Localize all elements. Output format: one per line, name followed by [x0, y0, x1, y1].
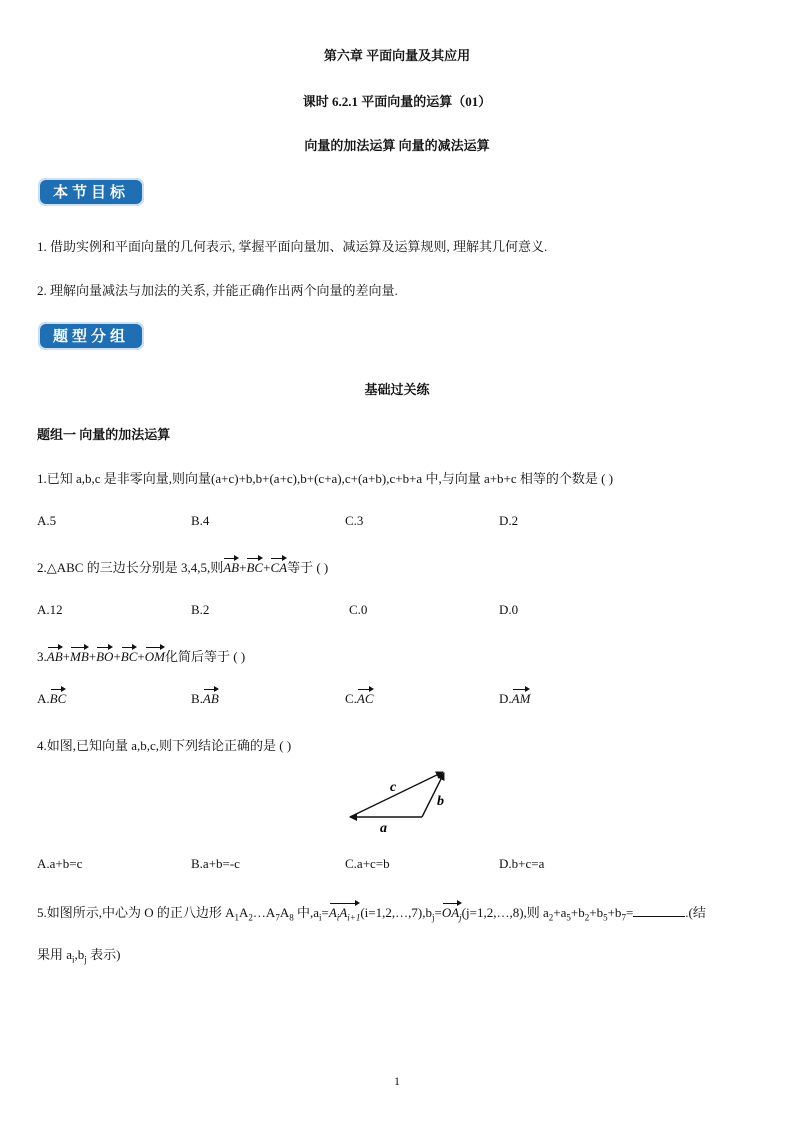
q4-option-b: B.a+b=-c [191, 856, 240, 871]
lesson-subtitle: 向量的加法运算 向量的减法运算 [304, 138, 490, 153]
practice-title: 基础过关练 [364, 382, 430, 397]
vector-am: AM [511, 691, 531, 706]
answer-blank[interactable] [633, 904, 685, 917]
q2-option-c: C.0 [349, 602, 368, 617]
q1-option-c: C.3 [345, 513, 364, 528]
vector-ab: AB [46, 649, 63, 664]
plus-sign: + [62, 649, 70, 664]
vector-bo: BO [96, 649, 114, 664]
vector-ai-ai1: $A_iA_{i+1}$ [328, 905, 361, 923]
lesson-title: 课时 6.2.1 平面向量的运算（01） [302, 94, 492, 109]
q3-option-b: B.AB [191, 691, 219, 706]
q4-option-a: A.a+b=c [37, 856, 83, 871]
label-a: a [380, 821, 387, 836]
goal-item-2: 2. 理解向量减法与加法的关系, 并能正确作出两个向量的差向量. [37, 283, 398, 298]
group1-title: 题组一 向量的加法运算 [37, 427, 171, 442]
vector-mb: MB [69, 649, 89, 664]
q2-suffix: 等于 ( ) [287, 560, 329, 575]
vector-bc: BC [120, 649, 138, 664]
question-2-stem [37, 557, 328, 576]
q1-option-a: A.5 [37, 513, 57, 528]
vector-bc: BC [49, 691, 67, 706]
plus-sign: + [88, 649, 97, 664]
vector-c-arrow [350, 772, 443, 817]
goals-badge: 本节目标 [38, 178, 144, 206]
vector-ab: AB [223, 560, 240, 575]
page-number: 1 [394, 1074, 400, 1088]
vector-triangle-figure [340, 765, 460, 837]
chapter-title: 第六章 平面向量及其应用 [323, 48, 471, 63]
q2-prefix: 2.△ABC 的三边长分别是 3,4,5,则 [37, 560, 224, 575]
q1-option-b: B.4 [191, 513, 210, 528]
question-4-stem: 4.如图,已知向量 a,b,c,则下列结论正确的是 ( ) [37, 738, 292, 753]
q2-option-a: A.12 [37, 602, 63, 617]
plus-sign: + [239, 560, 247, 575]
plus-sign: + [113, 649, 121, 664]
q3-option-c: C.AC [345, 691, 374, 706]
q3-suffix: 化简后等于 ( ) [164, 649, 246, 664]
q4-option-c: C.a+c=b [345, 856, 390, 871]
q4-option-d: D.b+c=a [499, 856, 545, 871]
question-1-stem: 1.已知 a,b,c 是非零向量,则向量(a+c)+b,b+(a+c),b+(c+a),c+(a+b),c+b+a 中,与向量 a+b+c 相等的个数是 ( ) [37, 471, 614, 486]
goal-item-1: 1. 借助实例和平面向量的几何表示, 掌握平面向量加、减运算及运算规则, 理解其几何意义. [37, 239, 548, 254]
vector-bc: BC [246, 560, 264, 575]
q1-option-d: D.2 [499, 513, 519, 528]
q3-prefix: 3. [37, 649, 47, 664]
plus-sign: + [263, 560, 271, 575]
question-5-line2: 果用 $a_i,b_j$ 表示) [37, 947, 121, 965]
vector-ca: CA [270, 560, 288, 575]
q2-option-d: D.0 [499, 602, 519, 617]
q3-option-d: D.AM [499, 691, 531, 706]
q2-option-b: B.2 [191, 602, 210, 617]
label-b: b [437, 794, 444, 809]
plus-sign: + [137, 649, 145, 664]
groups-badge: 题型分组 [38, 322, 144, 350]
vector-om: OM [144, 649, 165, 664]
vector-oaj: $OA_j$ [441, 905, 462, 923]
vector-ab: AB [202, 691, 219, 706]
question-3-stem [37, 646, 245, 665]
q3-option-a: A.BC [37, 691, 67, 706]
label-c: c [390, 780, 397, 795]
vector-ac: AC [356, 691, 374, 706]
question-5-stem: 5.如图所示,中心为 O 的正八边形 $A_1A_2\dots A_7A_8$ 中$,a_i=A_iA_{i+1}(i=1,2,\dots,7),b_j=OA_j(j=1,2,\dots,8)$,则 $a_2+a_5+b_2+b_5+b_7=$ .(结 [37, 905, 706, 923]
